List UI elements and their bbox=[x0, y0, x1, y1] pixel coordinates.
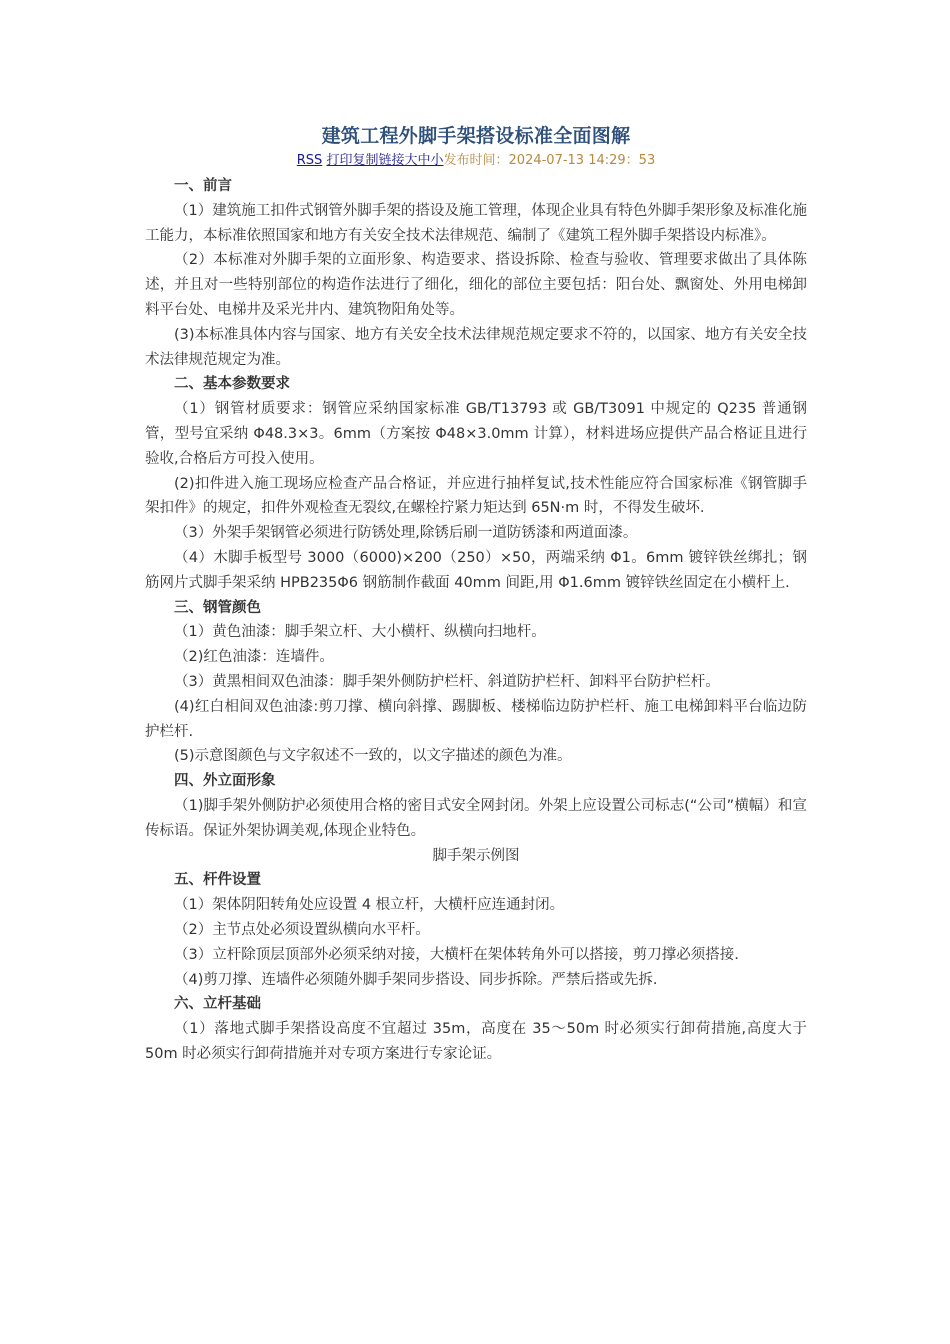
font-size-small-link[interactable]: 小 bbox=[430, 153, 444, 168]
section-paragraph: （1)脚手架外侧防护必须使用合格的密目式安全网封闭。外架上应设置公司标志(“公司”横幅）和宣传标语。保证外架协调美观,体现企业特色。 bbox=[145, 797, 807, 839]
section-paragraph: (3)本标准具体内容与国家、地方有关安全技术法律规范规定要求不符的，以国家、地方有关安全技术法律规范规定为准。 bbox=[145, 326, 807, 368]
section-heading: 四、外立面形象 bbox=[174, 773, 276, 790]
section-paragraph: （1）架体阴阳转角处应设置 4 根立杆，大横杆应连通封闭。 bbox=[174, 897, 565, 914]
published-time: 2024-07-13 14:29：53 bbox=[508, 153, 656, 168]
section-heading: 六、立杆基础 bbox=[174, 996, 261, 1013]
section-heading: 一、前言 bbox=[174, 178, 232, 194]
article-title: 建筑工程外脚手架搭设标准全面图解 bbox=[321, 125, 631, 147]
article-meta bbox=[145, 151, 807, 171]
section-heading: 三、钢管颜色 bbox=[174, 599, 261, 616]
figure-caption: 脚手架示例图 bbox=[432, 847, 520, 864]
section-paragraph: （2）主节点处必须设置纵横向水平杆。 bbox=[174, 921, 430, 938]
section-paragraph: (4)红白相间双色油漆:剪刀撑、横向斜撑、踢脚板、楼梯临边防护栏杆、施工电梯卸料平台临边防护栏杆. bbox=[145, 698, 807, 740]
section-paragraph: （1）落地式脚手架搭设高度不宜超过 35m，高度在 35～50m 时必须实行卸荷措施,高度大于 50m 时必须实行卸荷措施并对专项方案进行专家论证。 bbox=[145, 1021, 807, 1062]
published-label: 发布时间： bbox=[443, 153, 509, 168]
section-paragraph: （1）建筑施工扣件式钢管外脚手架的搭设及施工管理，体现企业具有特色外脚手架形象及标准化施工能力，本标准依照国家和地方有关安全技术法律规范、编制了《建筑工程外脚手架搭设内标准》。 bbox=[145, 202, 807, 244]
section-paragraph: (2)扣件进入施工现场应检查产品合格证，并应进行抽样复试,技术性能应符合国家标准《钢管脚手架扣件》的规定，扣件外观检查无裂纹,在螺栓拧紧力矩达到 65N·m 时，不得发生破坏. bbox=[145, 475, 807, 517]
article-body bbox=[145, 122, 807, 1067]
section-paragraph: （3）外架手架钢管必须进行防锈处理,除锈后刷一道防锈漆和两道面漆。 bbox=[174, 525, 638, 542]
section-paragraph: （1）钢管材质要求：钢管应采纳国家标准 GB/T13793 或 GB/T3091 中规定的 Q235 普通钢管，型号宜采纳 Φ48.3×3。6mm（方案按 Φ48×3.0mm 计算），材料进场应提供产品合格证且进行验收,合格后方可投入使用。 bbox=[145, 401, 807, 467]
font-size-large-link[interactable]: 大 bbox=[404, 153, 418, 168]
section-heading: 二、基本参数要求 bbox=[174, 376, 290, 393]
section-heading: 五、杆件设置 bbox=[174, 872, 261, 889]
print-link[interactable]: 打印 bbox=[326, 153, 353, 168]
section-paragraph: （2）本标准对外脚手架的立面形象、构造要求、搭设拆除、检查与验收、管理要求做出了具体陈述，并且对一些特别部位的构造作法进行了细化，细化的部位主要包括：阳台处、飘窗处、外用电梯卸料平台处、电梯井及采光井内、建筑物阳角处等。 bbox=[145, 252, 807, 318]
rss-link[interactable]: RSS bbox=[296, 153, 323, 168]
copy-link-link[interactable]: 复制链接 bbox=[352, 153, 405, 168]
section-paragraph: （4）木脚手板型号 3000（6000)×200（250）×50，两端采纳 Φ1。6mm 镀锌铁丝绑扎；钢筋网片式脚手架采纳 HPB235Φ6 钢筋制作截面 40mm 间距,用 Φ1.6mm 镀锌铁丝固定在小横杆上. bbox=[145, 549, 807, 591]
section-paragraph: （2)红色油漆：连墙件。 bbox=[174, 649, 334, 666]
section-paragraph: （3）黄黑相间双色油漆：脚手架外侧防护栏杆、斜道防护栏杆、卸料平台防护栏杆。 bbox=[174, 673, 720, 690]
section-paragraph: (5)示意图颜色与文字叙述不一致的，以文字描述的颜色为准。 bbox=[174, 748, 572, 765]
font-size-medium-link[interactable]: 中 bbox=[417, 153, 431, 168]
section-paragraph: （1）黄色油漆：脚手架立杆、大小横杆、纵横向扫地杆。 bbox=[174, 624, 546, 641]
section-paragraph: （4)剪刀撑、连墙件必须随外脚手架同步搭设、同步拆除。严禁后搭或先拆. bbox=[174, 971, 658, 988]
section-paragraph: （3）立杆除顶层顶部外必须采纳对接，大横杆在架体转角外可以搭接，剪刀撑必须搭接. bbox=[174, 946, 739, 963]
